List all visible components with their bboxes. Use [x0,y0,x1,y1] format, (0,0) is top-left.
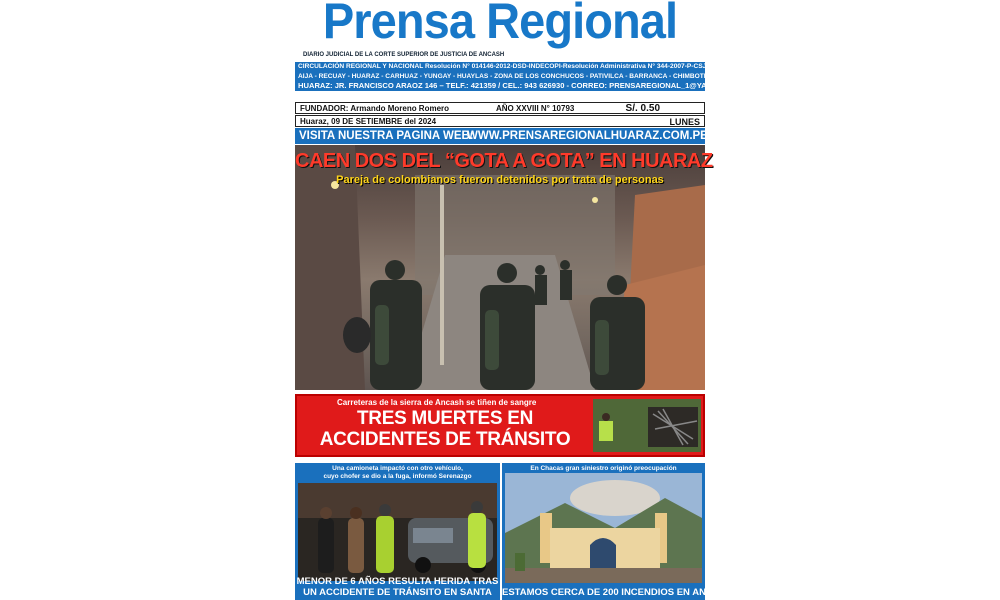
left-kicker [295,465,500,481]
lead-photo [295,145,713,390]
second-headline-line2: ACCIDENTES DE TRÁNSITO [319,429,571,450]
left-headline [295,577,500,598]
left-headline-line2: UN ACCIDENTE DE TRÁNSITO EN SANTA [303,586,492,598]
newspaper-front-page [295,0,755,600]
left-kicker-line2: cuyo chofer se dio a la fuga, informó Serenazgo [323,473,472,480]
left-headline-line1: MENOR DE 6 AÑOS RESULTA HERIDA TRAS [296,576,499,587]
second-kicker: Carreteras de la sierra de Ancash se tiñen de sangre [337,398,537,407]
second-headline [301,408,589,450]
right-story [502,463,733,600]
coverage-line: AIJA - RECUAY - HUARAZ - CARHUAZ - YUNGAY - HUAYLAS - ZONA DE LOS CONCHUCOS - PATIVILCA - BARRANCA - CHIMBOTE - LIMA NORTE [298,72,755,80]
website-label: VISITA NUESTRA PAGINA WEB: [299,130,474,142]
founder-row [295,102,705,114]
date-row [295,115,705,127]
circulation-line: CIRCULACIÓN REGIONAL Y NACIONAL Resolución N° 014146-2012-DSD-INDECOPI-Resolución Administrativa N° 344-2007-P-CSJAN/PJ [298,63,726,70]
newspaper-title: Prensa Regional [322,0,678,49]
issue-number: AÑO XXVIII N° 10793 [496,104,575,113]
lead-headline-part-b: “GOTA A GOTA” EN HUARAZ [444,150,713,172]
lead-headline-part-a: CAEN DOS DEL [295,150,440,172]
second-headline-line1: TRES MUERTES EN [356,408,534,429]
masthead [295,0,705,62]
newspaper-subtitle: DIARIO JUDICIAL DE LA CORTE SUPERIOR DE JUSTICIA DE ANCASH [303,52,505,58]
price: S/. 0.50 [625,103,660,114]
founder: FUNDADOR: Armando Moreno Romero [300,104,450,113]
right-headline: ESTAMOS CERCA DE 200 INCENDIOS EN ANCASH [502,586,733,598]
left-kicker-line1: Una camioneta impactó con otro vehículo, [332,465,463,472]
left-story-photo [298,483,497,581]
accident-photo [593,399,701,452]
circulation-info [295,62,755,91]
website-url[interactable]: WWW.PRENSAREGIONALHUARAZ.COM.PE [467,130,708,142]
website-banner [295,128,708,144]
lead-deck: Pareja de colombianos fueron detenidos por trata de personas [336,174,664,186]
right-kicker: En Chacas gran siniestro originó preocupación [530,465,677,472]
lead-headline [295,150,713,173]
date: Huaraz, 09 DE SETIEMBRE del 2024 [300,117,437,126]
left-story [295,463,500,600]
right-story-photo [505,473,702,583]
weekday: LUNES [669,117,700,127]
address-line: HUARAZ: JR. FRANCISCO ARAOZ 146 – TELF.: 421359 / CEL.: 943 626930 - CORREO: PRENSAREGIONAL_1@YAHOO.ES [298,81,737,90]
second-story [295,394,705,457]
